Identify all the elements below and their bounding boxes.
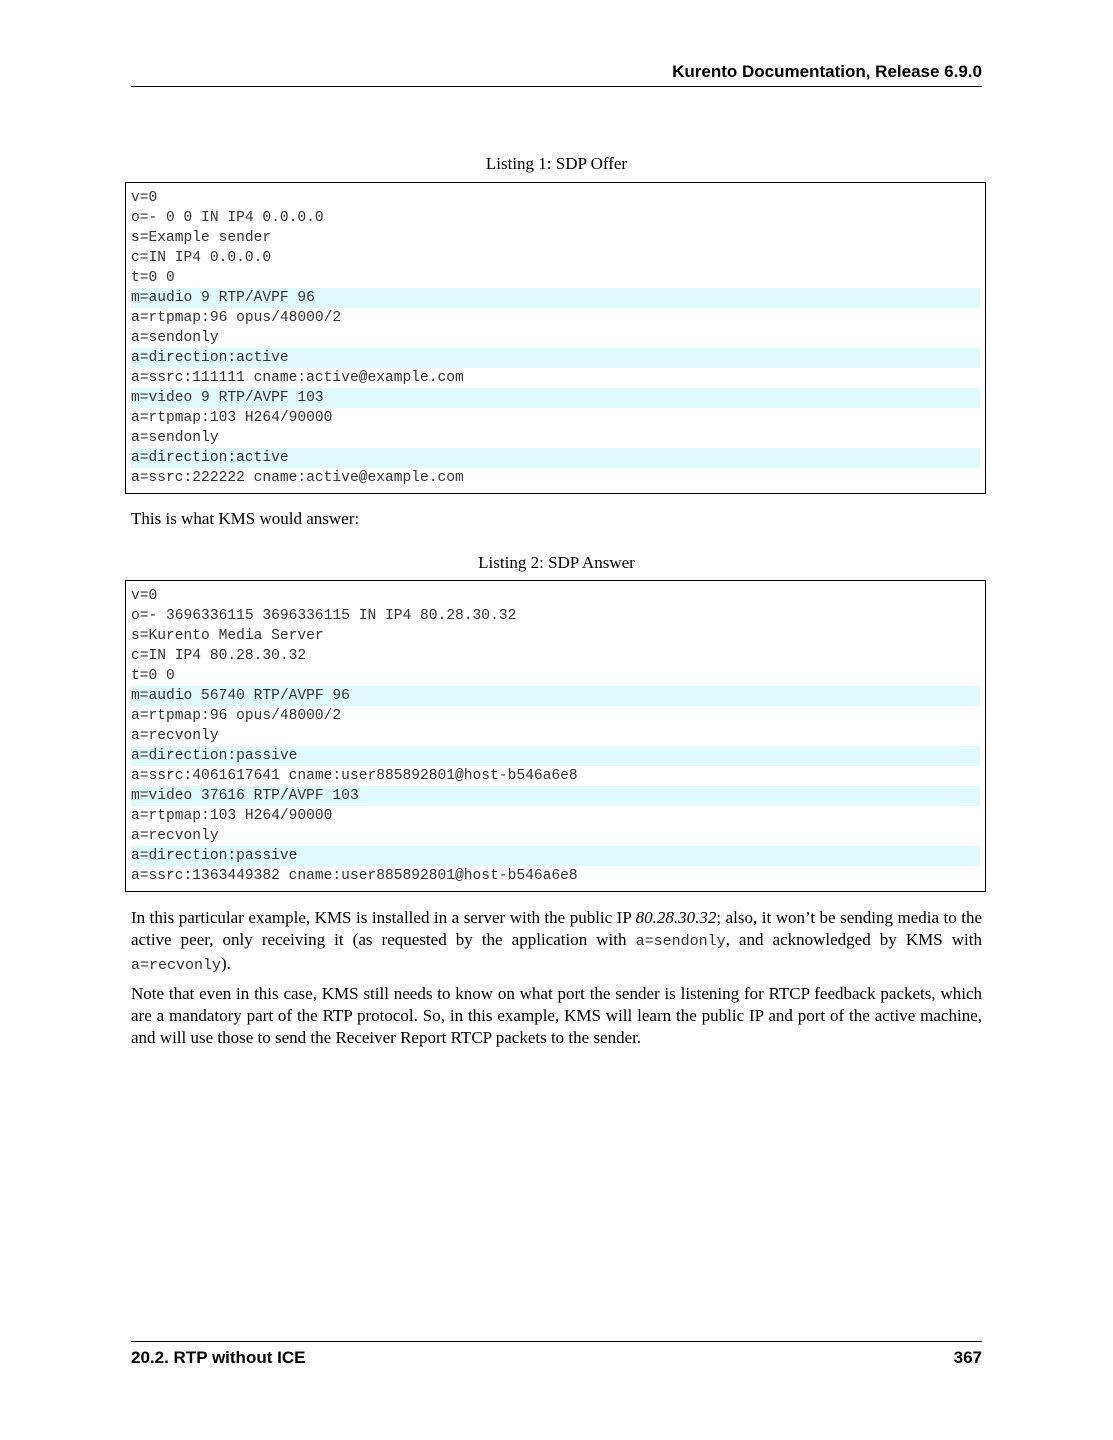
code-line: o=- 0 0 IN IP4 0.0.0.0 [131, 210, 324, 226]
code-line: c=IN IP4 80.28.30.32 [131, 648, 307, 664]
code-line: a=direction:active [131, 348, 980, 368]
code-line: a=direction:active [131, 448, 980, 468]
footer-section: 20.2. RTP without ICE [131, 1348, 306, 1367]
code-line: a=ssrc:222222 cname:active@example.com [131, 470, 464, 486]
code-line: m=video 9 RTP/AVPF 103 [131, 388, 980, 408]
code-line: s=Kurento Media Server [131, 628, 324, 644]
code-line: c=IN IP4 0.0.0.0 [131, 250, 272, 266]
code-line: a=sendonly [131, 330, 219, 346]
listing-1-code-block [125, 182, 986, 494]
footer-page-number: 367 [953, 1348, 982, 1367]
paragraph-public-ip [131, 907, 982, 977]
code-line: v=0 [131, 190, 158, 206]
code-line: a=ssrc:111111 cname:active@example.com [131, 370, 464, 386]
code-line: a=direction:passive [131, 846, 980, 866]
para1-text-2: ; also, it won’t be sending media to the active peer, only receiving it (as requested by the application with [131, 908, 982, 949]
code-line: m=audio 56740 RTP/AVPF 96 [131, 686, 980, 706]
code-line: s=Example sender [131, 230, 272, 246]
code-line: a=rtpmap:96 opus/48000/2 [131, 708, 342, 724]
code-line: a=sendonly [131, 430, 219, 446]
listing-2-code-block [125, 580, 986, 892]
intro-answer-text: This is what KMS would answer: [131, 509, 360, 528]
code-line: m=audio 9 RTP/AVPF 96 [131, 288, 980, 308]
code-line: a=rtpmap:103 H264/90000 [131, 808, 333, 824]
paragraph-rtcp-note: Note that even in this case, KMS still needs to know on what port the sender is listening for RTCP feedback packets, which are a mandatory part of the RTP protocol. So, in this example, KMS will learn the public IP and port of the active machine, and will use those to send the Receiver Report RTCP packets to the sender. [131, 984, 982, 1047]
code-line: t=0 0 [131, 270, 175, 286]
code-line: a=rtpmap:103 H264/90000 [131, 410, 333, 426]
page-header [131, 62, 982, 87]
listing-2-caption: Listing 2: SDP Answer [478, 553, 635, 572]
para1-text-3: , and acknowledged by KMS with [725, 930, 982, 949]
header-title: Kurento Documentation, Release 6.9.0 [672, 62, 982, 81]
code-line: a=recvonly [131, 828, 219, 844]
code-line: v=0 [131, 588, 158, 604]
code-line: a=ssrc:1363449382 cname:user885892801@host-b546a6e8 [131, 868, 578, 884]
code-line: m=video 37616 RTP/AVPF 103 [131, 786, 980, 806]
code-line: o=- 3696336115 3696336115 IN IP4 80.28.30.32 [131, 608, 517, 624]
para1-code-sendonly: a=sendonly [635, 933, 726, 950]
page-footer [131, 1341, 982, 1368]
code-line: a=direction:passive [131, 746, 980, 766]
para1-ip: 80.28.30.32 [635, 908, 717, 927]
para1-text-1: In this particular example, KMS is installed in a server with the public IP [131, 908, 636, 927]
code-line: a=recvonly [131, 728, 219, 744]
code-line: a=ssrc:4061617641 cname:user885892801@host-b546a6e8 [131, 768, 578, 784]
para1-code-recvonly: a=recvonly [131, 957, 222, 974]
para1-text-4: ). [221, 954, 231, 973]
code-line: a=rtpmap:96 opus/48000/2 [131, 310, 342, 326]
listing-1-caption: Listing 1: SDP Offer [485, 154, 628, 173]
code-line: t=0 0 [131, 668, 175, 684]
